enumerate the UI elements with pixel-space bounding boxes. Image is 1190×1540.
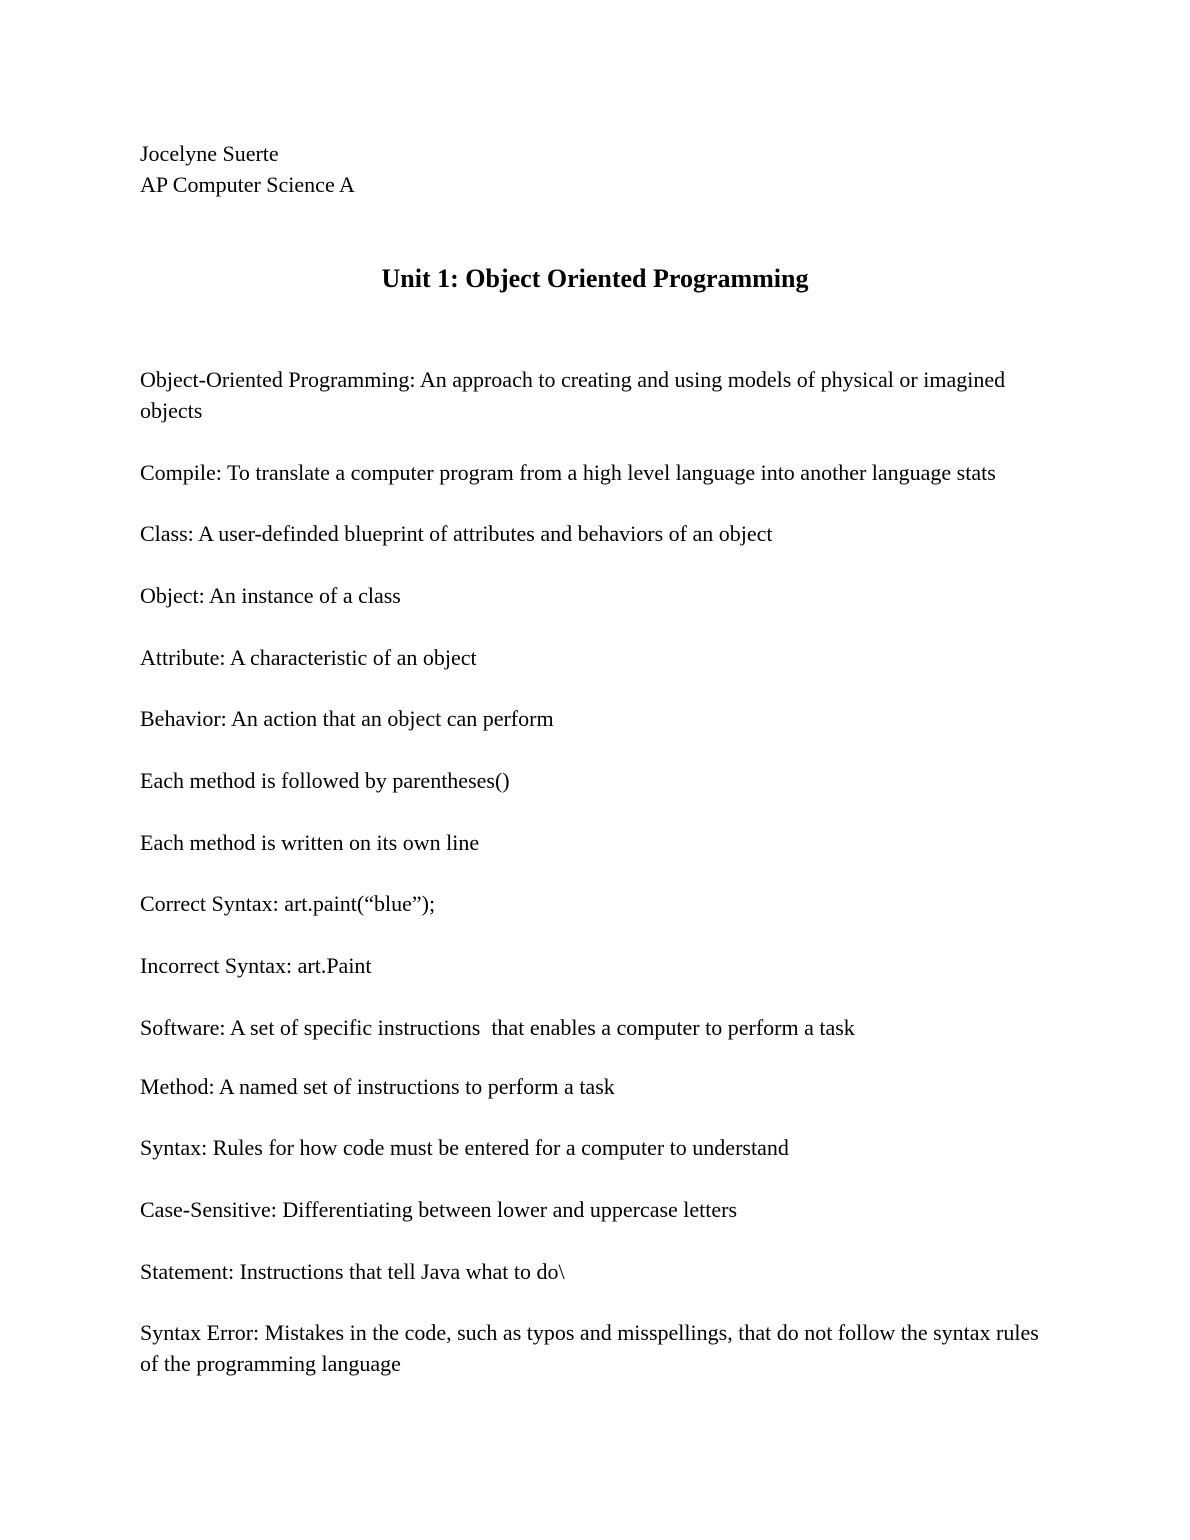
definition-syntax-error: Syntax Error: Mistakes in the code, such as typos and misspellings, that do not follow the syntax rules of the programming language — [140, 1320, 1045, 1376]
definition-oop: Object-Oriented Programming: An approach to creating and using models of physical or imagined objects — [140, 367, 1011, 423]
note-method-own-line: Each method is written on its own line — [140, 830, 480, 855]
example-correct-syntax: Correct Syntax: art.paint(“blue”); — [140, 891, 436, 916]
definition-object: Object: An instance of a class — [140, 583, 401, 608]
definition-behavior: Behavior: An action that an object can perform — [140, 706, 554, 731]
definition-software: Software: A set of specific instructions that enables a computer to perform a task — [140, 1015, 855, 1040]
definition-case-sensitive: Case-Sensitive: Differentiating between lower and uppercase letters — [140, 1197, 738, 1222]
example-incorrect-syntax: Incorrect Syntax: art.Paint — [140, 953, 372, 978]
definition-class: Class: A user-definded blueprint of attributes and behaviors of an object — [140, 521, 773, 546]
definition-method: Method: A named set of instructions to perform a task — [140, 1074, 615, 1099]
definition-statement: Statement: Instructions that tell Java what to do\ — [140, 1259, 565, 1284]
definition-compile: Compile: To translate a computer program from a high level language into another language stats — [140, 460, 996, 485]
author-name: Jocelyne Suerte — [140, 141, 279, 166]
page-title: Unit 1: Object Oriented Programming — [381, 264, 809, 293]
note-method-parentheses: Each method is followed by parentheses() — [140, 768, 510, 793]
definition-attribute: Attribute: A characteristic of an object — [140, 645, 477, 670]
definition-syntax: Syntax: Rules for how code must be entered for a computer to understand — [140, 1135, 789, 1160]
course-name: AP Computer Science A — [140, 172, 355, 197]
